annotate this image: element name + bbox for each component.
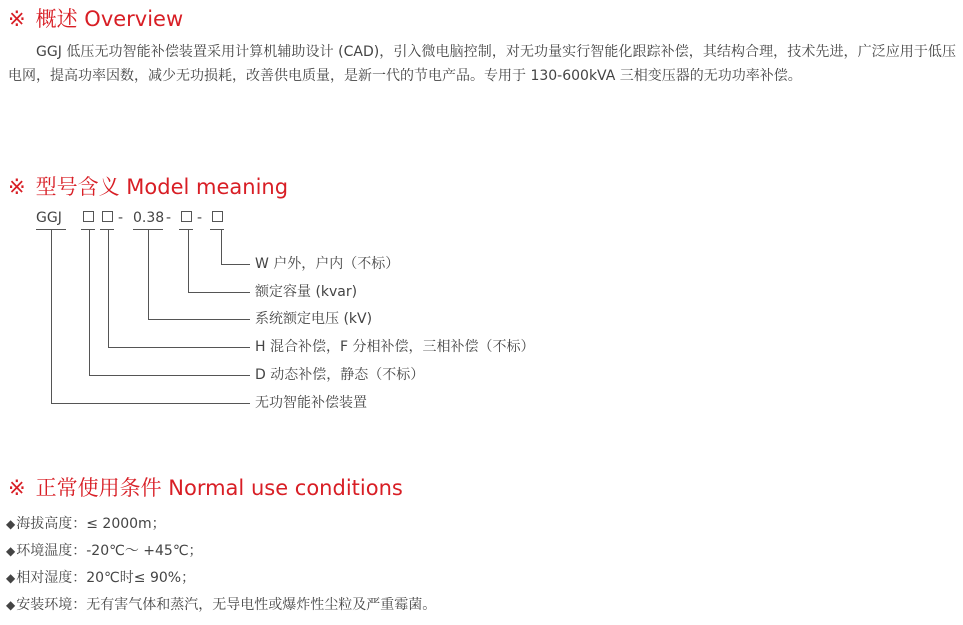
- leader-arm-d: [89, 375, 250, 376]
- conditions-title: 正常使用条件 Normal use conditions: [35, 476, 403, 500]
- placeholder-box-w: [212, 211, 223, 222]
- model-title: 型号含义 Model meaning: [35, 175, 289, 199]
- leader-w: [221, 229, 222, 264]
- model-item-w: W 户外，户内（不标）: [255, 256, 400, 272]
- placeholder-box-capacity: [181, 211, 192, 222]
- model-voltage: 0.38: [133, 210, 165, 226]
- bracket-d: [81, 229, 95, 230]
- condition-item: [6, 541, 203, 561]
- condition-item: [6, 568, 195, 588]
- diamond-bullet-icon: ◆: [6, 544, 16, 558]
- leader-arm-voltage: [148, 319, 250, 320]
- leader-arm-prefix: [51, 403, 250, 404]
- leader-d: [89, 229, 90, 375]
- reference-mark-icon: ※: [8, 476, 26, 500]
- condition-text: 环境温度：-20℃～ +45℃；: [16, 543, 203, 559]
- leader-arm-capacity: [188, 292, 250, 293]
- overview-title: 概述 Overview: [35, 7, 184, 31]
- condition-text: 海拔高度：≤ 2000m；: [16, 516, 166, 532]
- model-item-voltage: 系统额定电压 (kV): [255, 311, 373, 327]
- bracket-capacity: [179, 229, 193, 230]
- model-item-d: D 动态补偿，静态（不标）: [255, 367, 425, 383]
- leader-prefix: [51, 229, 52, 403]
- conditions-heading: [8, 472, 403, 502]
- model-dash: -: [197, 210, 203, 226]
- leader-capacity: [188, 229, 189, 292]
- diamond-bullet-icon: ◆: [6, 598, 16, 612]
- condition-item: [6, 595, 436, 615]
- condition-text: 安装环境：无有害气体和蒸汽，无导电性或爆炸性尘粒及严重霉菌。: [16, 597, 437, 613]
- model-item-prefix: 无功智能补偿装置: [255, 395, 367, 411]
- condition-text: 相对湿度：20℃时≤ 90%；: [16, 570, 196, 586]
- reference-mark-icon: ※: [8, 7, 26, 31]
- model-dash: -: [166, 210, 172, 226]
- reference-mark-icon: ※: [8, 175, 26, 199]
- bracket-h: [100, 229, 114, 230]
- model-prefix: GGJ: [36, 210, 62, 226]
- leader-h: [108, 229, 109, 347]
- model-item-h: H 混合补偿，F 分相补偿，三相补偿（不标）: [255, 339, 535, 355]
- placeholder-box-h: [102, 211, 113, 222]
- leader-arm-h: [108, 347, 250, 348]
- condition-item: [6, 514, 166, 534]
- model-item-capacity: 额定容量 (kvar): [255, 284, 358, 300]
- model-dash: -: [118, 210, 124, 226]
- diamond-bullet-icon: ◆: [6, 571, 16, 585]
- overview-heading: [8, 3, 183, 33]
- diamond-bullet-icon: ◆: [6, 517, 16, 531]
- model-code-diagram: [0, 196, 600, 426]
- placeholder-box-d: [83, 211, 94, 222]
- leader-arm-w: [221, 264, 250, 265]
- overview-paragraph: GGJ 低压无功智能补偿装置采用计算机辅助设计 (CAD)，引入微电脑控制，对无功量实行智能化跟踪补偿，其结构合理，技术先进，广泛应用于低压电网，提高功率因数，减少无功损耗，改善供电质量，是新一代的节电产品。专用于 130-600kVA 三相变压器的无功功率补偿。: [8, 44, 956, 84]
- leader-voltage: [148, 229, 149, 319]
